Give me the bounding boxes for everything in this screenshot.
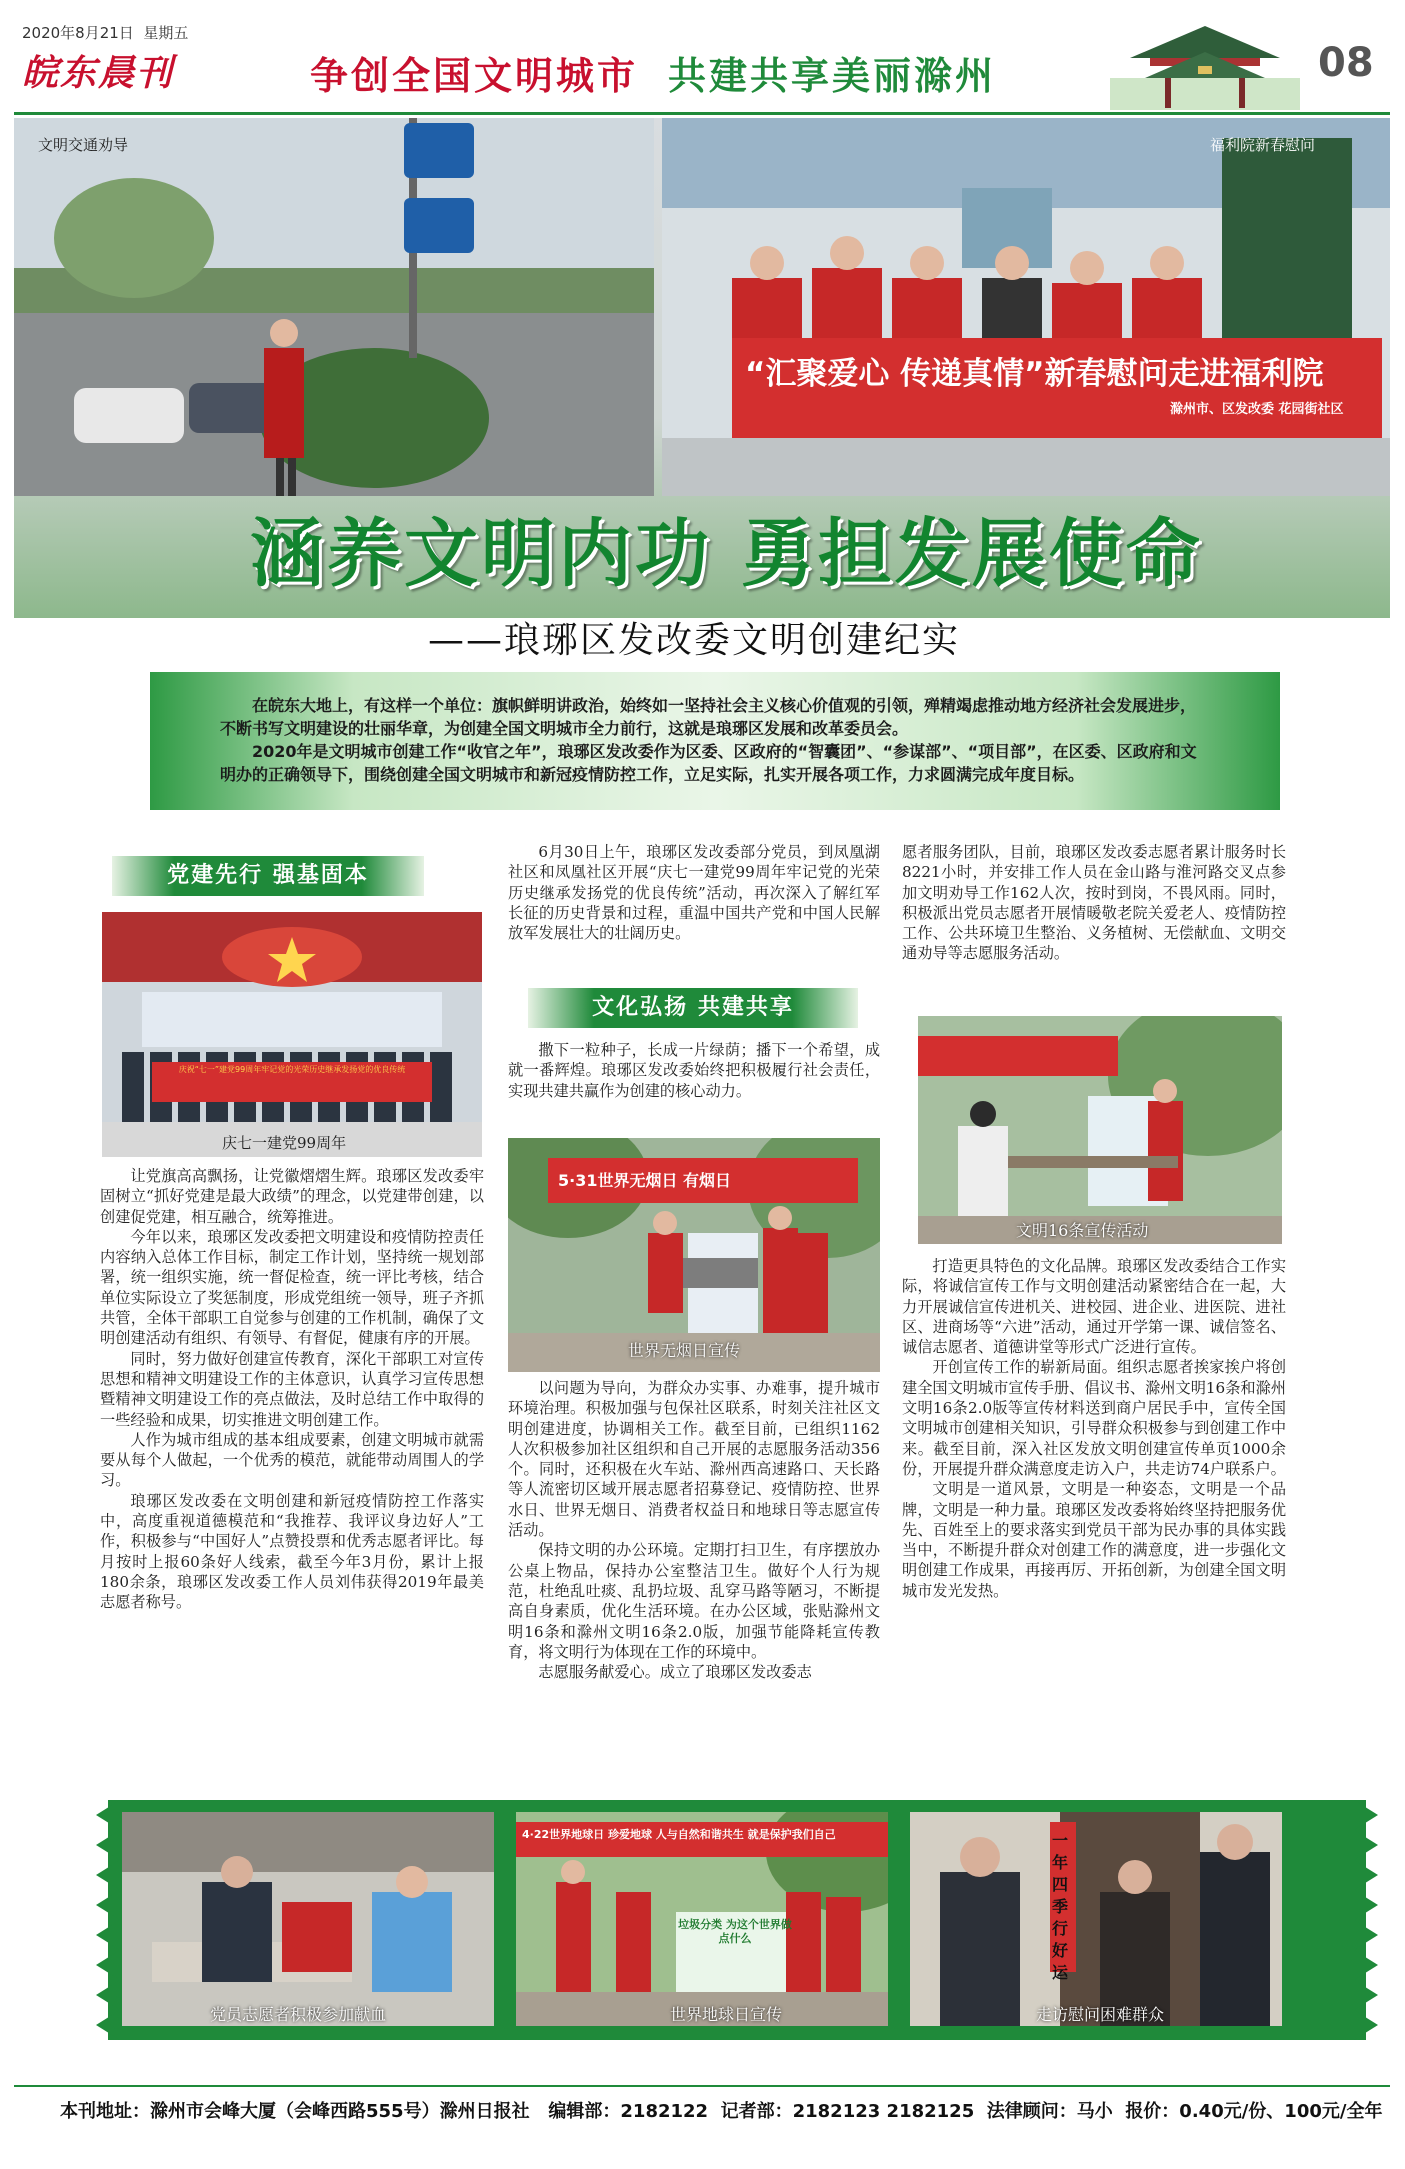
col2-paragraph: 6月30日上午，琅琊区发改委部分党员，到凤凰湖社区和凤凰社区开展“庆七一建党99周年牢记党的光荣历史继承发扬党的优良传统”活动，再次深入了解红军长征的历史背景和过程，重温中国共产党和中国人民解放军发展壮大的壮阔历史。 bbox=[508, 843, 880, 943]
column-2-top-text bbox=[508, 842, 880, 943]
footer-editorial: 编辑部：2182122 bbox=[548, 2101, 709, 2122]
traffic-photo bbox=[14, 118, 654, 496]
photo-caption-welfare: 福利院新春慰问 bbox=[1210, 136, 1316, 154]
band-left-zigzag bbox=[96, 1800, 120, 2040]
headline: 涵养文明内功 勇担发展使命 bbox=[250, 511, 1203, 597]
col1-paragraph: 琅琊区发改委在文明创建和新冠疫情防控工作落实中，高度重视道德模范和“我推荐、我评议身边好人”工作，积极参与“中国好人”点赞投票和优秀志愿者评比。每月按时上报60条好人线索，截至今年3月份，累计上报180余条，琅琊区发改委工作人员刘伟获得2019年最美志愿者称号。 bbox=[100, 1491, 484, 1612]
slogan-left: 争创全国文明城市 bbox=[310, 53, 639, 98]
welfare-photo bbox=[662, 118, 1390, 496]
photo-caption-earth-day: 世界地球日宣传 bbox=[670, 2005, 783, 2024]
photo-caption-civility-16: 文明16条宣传活动 bbox=[1016, 1221, 1149, 1240]
col3-paragraph: 开创宣传工作的崭新局面。组织志愿者挨家挨户将创建全国文明城市宣传手册、倡议书、滁州文明16条和滁州文明16条2.0版等宣传材料送到商户居民手中，宣传全国文明城市创建相关知识，引导群众积极参与到创建工作中来。截至目前，深入社区发放文明创建宣传单页1000余份，开展提升群众满意度走访入户，共走访74户联系户。 bbox=[902, 1358, 1286, 1478]
footer-price: 报价：0.40元/份、100元/全年 bbox=[1125, 2101, 1383, 2122]
column-3-top-text bbox=[902, 842, 1286, 964]
photo-caption-visiting: 走访慰问困难群众 bbox=[1036, 2005, 1165, 2024]
civility-16-photo bbox=[918, 1016, 1282, 1244]
pavilion-illustration bbox=[1110, 18, 1300, 110]
intro-box bbox=[150, 672, 1280, 810]
footer-info bbox=[60, 2097, 1382, 2123]
subheadline: ——琅琊区发改委文明创建纪实 bbox=[428, 620, 961, 661]
visiting-couplet-text: 一年四季行好运 bbox=[1052, 1831, 1069, 1982]
col2-paragraph: 以问题为导向，为群众办实事、办难事，提升城市环境治理。积极加强与包保社区联系，时刻关注社区文明创建进度，协调相关工作。截至目前，已组织1162人次积极参加社区组织和自己开展的志愿服务活动356个。同时，还积极在火车站、滁州西高速路口、天长路等人流密切区域开展志愿者招募登记、疫情防控、世界水日、世界无烟日、消费者权益日和地球日等志愿宣传活动。 bbox=[508, 1379, 880, 1540]
slogan-right: 共建共享美丽滁州 bbox=[668, 53, 997, 98]
col1-paragraph: 同时，努力做好创建宣传教育，深化干部职工对宣传思想和精神文明建设工作的主体意识，认真学习宣传思想暨精神文明建设工作的亮点做法，及时总结工作中取得的一些经验和成果，切实推进文明创建工作。 bbox=[100, 1349, 484, 1429]
masthead-title: 皖东晨刊 bbox=[22, 52, 175, 94]
section-heading-party: 党建先行 强基固本 bbox=[112, 856, 424, 896]
section-heading-culture: 文化弘扬 共建共享 bbox=[528, 988, 858, 1028]
earth-day-banner-text: 4·22世界地球日 珍爱地球 人与自然和谐共生 就是保护我们自己 bbox=[522, 1828, 836, 1841]
footer-address: 本刊地址：滁州市会峰大厦（会峰西路555号）滁州日报社 bbox=[60, 2101, 530, 2122]
header-rule bbox=[14, 112, 1390, 115]
col2-paragraph: 保持文明的办公环境。定期打扫卫生，有序摆放办公桌上物品，保持办公室整洁卫生。做好个人行为规范，杜绝乱吐痰、乱扔垃圾、乱穿马路等陋习，不断提高自身素质，优化生活环境。在办公区域，张贴滁州文明16条和滁州文明16条2.0版，加强节能降耗宣传教育，将文明行为体现在工作的环境中。 bbox=[508, 1541, 880, 1661]
column-1-text bbox=[100, 1166, 484, 1613]
band-right-zigzag bbox=[1354, 1800, 1378, 2040]
column-2-bottom-text bbox=[508, 1378, 880, 1682]
photo-caption-blood-donation: 党员志愿者积极参加献血 bbox=[210, 2005, 387, 2024]
intro-paragraph-2: 2020年是文明城市创建工作“收官之年”，琅琊区发改委作为区委、区政府的“智囊团”、“参谋部”、“项目部”，在区委、区政府和文明办的正确领导下，围绕创建全国文明城市和新冠疫情防控工作，立足实际，扎实开展各项工作，力求圆满完成年度目标。 bbox=[220, 742, 1197, 784]
party-photo bbox=[102, 912, 482, 1157]
col3-paragraph: 打造更具特色的文化品牌。琅琊区发改委结合工作实际，将诚信宣传工作与文明创建活动紧密结合在一起，大力开展诚信宣传进机关、进校园、进企业、进医院、进社区、进商场等“六进”活动，通过开学第一课、诚信签名、诚信志愿者、道德讲堂等形式广泛进行宣传。 bbox=[902, 1257, 1286, 1357]
no-smoking-banner-text: 5·31世界无烟日 有烟日 bbox=[558, 1171, 732, 1190]
col1-paragraph: 人作为城市组成的基本组成要素，创建文明城市就需要从每个人做起，一个优秀的模范，就能带动周围人的学习。 bbox=[100, 1430, 484, 1490]
issue-date: 2020年8月21日 星期五 bbox=[22, 24, 189, 42]
photo-caption-traffic: 文明交通劝导 bbox=[38, 136, 129, 154]
footer-rule bbox=[14, 2085, 1390, 2087]
footer-legal: 法律顾问：马小 bbox=[986, 2101, 1113, 2122]
intro-paragraph-1: 在皖东大地上，有这样一个单位：旗帜鲜明讲政治，始终如一坚持社会主义核心价值观的引领，殚精竭虑推动地方经济社会发展进步，不断书写文明建设的壮丽华章，为创建全国文明城市全力前行，这就是琅琊区发展和改革委员会。 bbox=[220, 696, 1197, 738]
col2-paragraph: 志愿服务献爱心。成立了琅琊区发改委志 bbox=[538, 1663, 812, 1682]
col3-paragraph: 文明是一道风景，文明是一种姿态，文明是一个品牌，文明是一种力量。琅琊区发改委将始终坚持把服务优先、百姓至上的要求落实到党员干部为民办事的具体实践当中，不断提升群众对创建工作的满意度，进一步强化文明创建工作成果，再接再厉、开拓创新，为创建全国文明城市发光发热。 bbox=[902, 1480, 1286, 1600]
column-2-mid-text bbox=[508, 1040, 880, 1101]
welfare-banner-small: 滁州市、区发改委 花园街社区 bbox=[1170, 402, 1344, 417]
welfare-banner-text: “汇聚爱心 传递真情”新春慰问走进福利院 bbox=[745, 356, 1324, 392]
party-banner-text: 庆祝“七一”建党99周年牢记党的光荣历史继承发扬党的优良传统 bbox=[178, 1065, 406, 1074]
col1-paragraph: 让党旗高高飘扬，让党徽熠熠生辉。琅琊区发改委牢固树立“抓好党建是最大政绩”的理念，以党建带创建，以创建促党建，相互融合，统筹推进。 bbox=[100, 1167, 484, 1226]
column-3-bottom-text bbox=[902, 1256, 1286, 1601]
col2-paragraph: 撒下一粒种子，长成一片绿荫；播下一个希望，成就一番辉煌。琅琊区发改委始终把积极履行社会责任，实现共建共赢作为创建的核心动力。 bbox=[508, 1041, 880, 1100]
earth-day-board-text: 垃圾分类 为这个世界做点什么 bbox=[678, 1918, 792, 1945]
blood-donation-photo bbox=[122, 1812, 494, 2026]
col3-paragraph: 愿者服务团队，目前，琅琊区发改委志愿者累计服务时长8221小时，并安排工作人员在金山路与淮河路交叉点参加文明劝导工作162人次，按时到岗，不畏风雨。同时，积极派出党员志愿者开展情暖敬老院关爱老人、疫情防控工作、公共环境卫生整治、义务植树、无偿献血、文明交通劝导等志愿服务活动。 bbox=[902, 843, 1286, 963]
footer-reporters: 记者部：2182123 2182125 bbox=[720, 2101, 975, 2122]
photo-caption-no-smoking: 世界无烟日宣传 bbox=[628, 1341, 741, 1360]
col1-paragraph: 今年以来，琅琊区发改委把文明建设和疫情防控责任内容纳入总体工作目标，制定工作计划，坚持统一规划部署，统一组织实施，统一督促检查，统一评比考核，结合单位实际设立了奖惩制度，形成党组统一领导，班子齐抓共管，全体干部职工自觉参与创建的工作机制，确保了文明创建活动有组织、有领导、有督促，健康有序的开展。 bbox=[100, 1227, 484, 1348]
photo-caption-party: 庆七一建党99周年 bbox=[222, 1134, 347, 1152]
page-number: 08 bbox=[1318, 40, 1374, 86]
visiting-photo bbox=[910, 1812, 1282, 2026]
